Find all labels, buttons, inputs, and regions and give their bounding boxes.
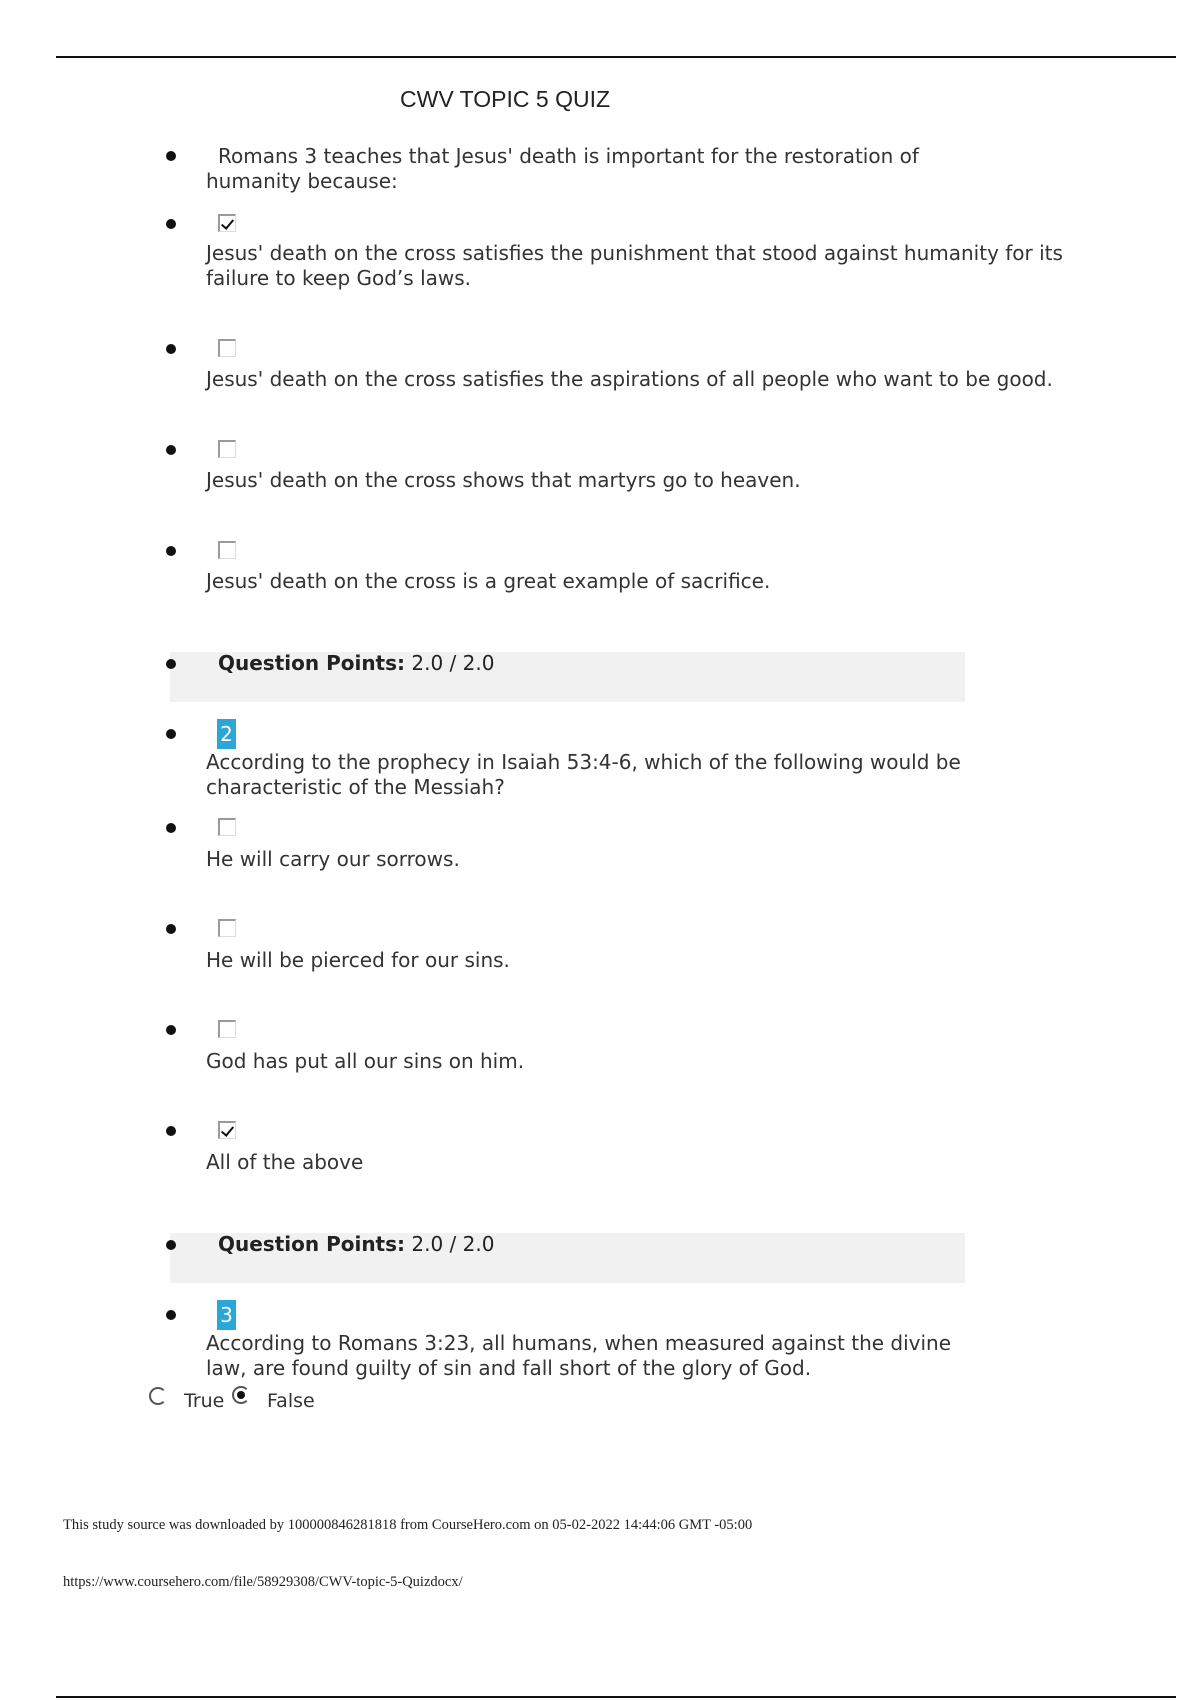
question-2-prompt: According to the prophecy in Isaiah 53:4-6, which of the following would be characteristic of the Messiah? bbox=[206, 750, 961, 799]
download-note: This study source was downloaded by 100000846281818 from CourseHero.com on 05-02-2022 14:44:06 GMT -05:00 bbox=[63, 1517, 753, 1533]
prompt-line: Romans 3 teaches that Jesus' death is important for the restoration of bbox=[218, 144, 919, 168]
false-label: False bbox=[267, 1390, 315, 1412]
option-checkbox[interactable] bbox=[218, 1020, 236, 1038]
question-number-badge: 3 bbox=[217, 1300, 236, 1330]
bullet bbox=[166, 823, 176, 833]
question-3-prompt: According to Romans 3:23, all humans, when measured against the divine law, are found guilty of sin and fall short of the glory of God. bbox=[206, 1331, 952, 1380]
bullet bbox=[166, 1240, 176, 1250]
question-1-prompt bbox=[206, 144, 919, 194]
bullet bbox=[166, 729, 176, 739]
question-points bbox=[218, 651, 494, 676]
points-value: 2.0 / 2.0 bbox=[411, 1232, 495, 1256]
points-label: Question Points: bbox=[218, 651, 406, 675]
points-value: 2.0 / 2.0 bbox=[411, 651, 495, 675]
points-label: Question Points: bbox=[218, 1232, 406, 1256]
option-checkbox[interactable] bbox=[218, 919, 236, 937]
bullet bbox=[166, 445, 176, 455]
page-title: CWV TOPIC 5 QUIZ bbox=[400, 86, 611, 112]
bullet bbox=[166, 546, 176, 556]
option-checkbox[interactable] bbox=[218, 541, 236, 559]
option-text: Jesus' death on the cross is a great example of sacrifice. bbox=[206, 569, 771, 593]
question-points bbox=[218, 1232, 494, 1257]
option-text: All of the above bbox=[206, 1150, 364, 1174]
true-label: True bbox=[184, 1390, 225, 1412]
bullet bbox=[166, 344, 176, 354]
option-text: He will be pierced for our sins. bbox=[206, 948, 510, 972]
option-text: Jesus' death on the cross shows that martyrs go to heaven. bbox=[206, 468, 801, 492]
bullet bbox=[166, 1126, 176, 1136]
bullet bbox=[166, 1025, 176, 1035]
source-url[interactable]: https://www.coursehero.com/file/58929308/CWV-topic-5-Quizdocx/ bbox=[63, 1574, 463, 1590]
top-rule bbox=[56, 56, 1176, 58]
prompt-line: humanity because: bbox=[206, 169, 398, 193]
bullet bbox=[166, 924, 176, 934]
bullet bbox=[166, 1310, 176, 1320]
option-checkbox-checked[interactable] bbox=[218, 1121, 236, 1139]
bullet bbox=[166, 659, 176, 669]
option-checkbox[interactable] bbox=[218, 440, 236, 458]
bullet bbox=[166, 219, 176, 229]
bottom-rule bbox=[56, 1696, 1176, 1698]
option-checkbox[interactable] bbox=[218, 818, 236, 836]
bullet bbox=[166, 151, 176, 161]
option-text: Jesus' death on the cross satisfies the punishment that stood against humanity for its failure to keep God’s laws. bbox=[206, 241, 1063, 290]
option-text: Jesus' death on the cross satisfies the aspirations of all people who want to be good. bbox=[206, 367, 1053, 391]
option-text: God has put all our sins on him. bbox=[206, 1049, 525, 1073]
option-checkbox[interactable] bbox=[218, 339, 236, 357]
option-checkbox-checked[interactable] bbox=[218, 214, 236, 232]
false-radio-selected[interactable] bbox=[232, 1386, 250, 1404]
question-number-badge: 2 bbox=[217, 719, 236, 749]
true-radio[interactable] bbox=[149, 1387, 167, 1405]
option-text: He will carry our sorrows. bbox=[206, 847, 460, 871]
